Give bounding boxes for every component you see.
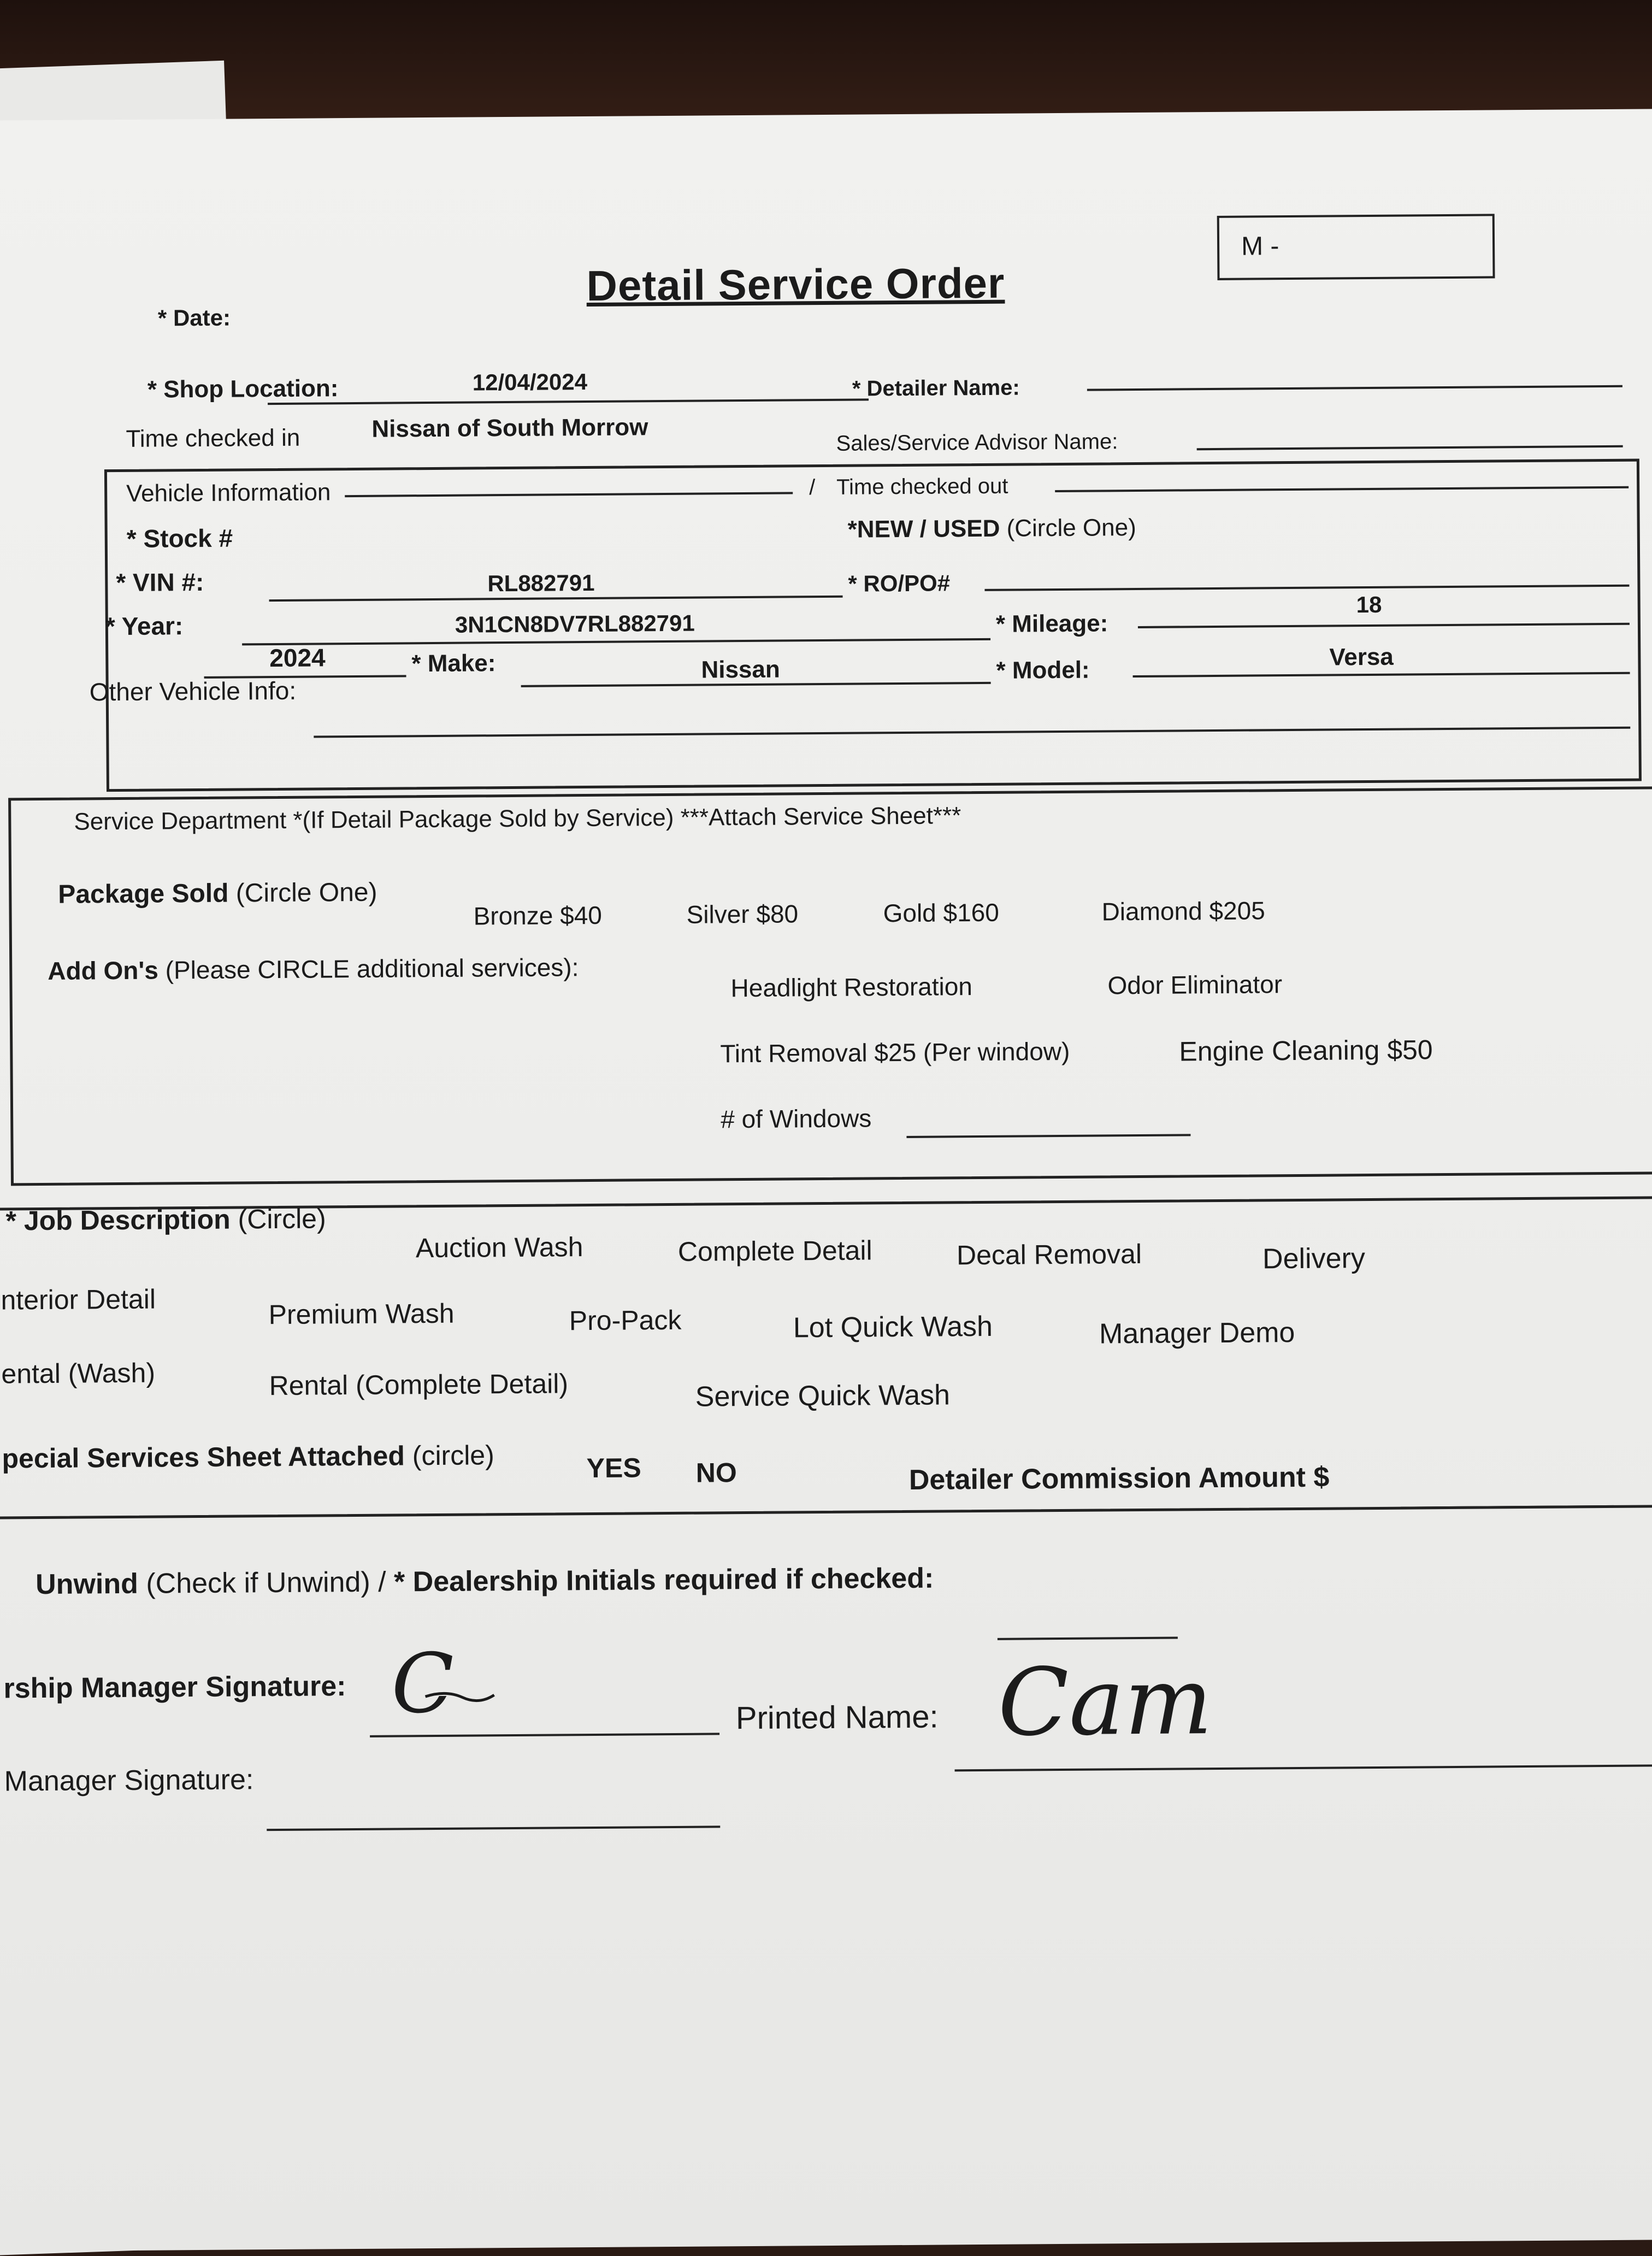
service-dept-heading: Service Department *(If Detail Package Sold by Service) ***Attach Service Sheet*** (74, 802, 961, 835)
printed-name-line[interactable] (955, 1764, 1652, 1771)
shop-location-value: Nissan of South Morrow (371, 414, 648, 443)
package-label: Package Sold (58, 879, 229, 909)
special-services-group (2, 1439, 494, 1474)
commission-label: Detailer Commission Amount $ (908, 1461, 1330, 1496)
addon-option[interactable]: Engine Cleaning $50 (1179, 1034, 1433, 1067)
detail-service-order-form (0, 109, 1652, 2252)
model-value: Versa (1329, 643, 1394, 671)
job-option[interactable]: Decal Removal (956, 1238, 1142, 1271)
package-option[interactable]: Gold $160 (883, 898, 1000, 928)
detailer-name-label: * Detailer Name: (852, 375, 1020, 401)
job-label-group (5, 1203, 326, 1236)
make-label: * Make: (411, 650, 496, 678)
signature-stroke (424, 1685, 495, 1707)
order-prefix: M - (1241, 232, 1279, 261)
job-option[interactable]: Complete Detail (677, 1235, 872, 1267)
job-option[interactable]: Service Quick Wash (695, 1379, 951, 1413)
form-title: Detail Service Order (586, 258, 1005, 310)
ro-po-label: * RO/PO# (848, 570, 951, 597)
other-info-label: Other Vehicle Info: (89, 676, 297, 706)
new-used-hint: (Circle One) (1006, 514, 1136, 542)
addons-hint: (Please CIRCLE additional services): (165, 953, 579, 985)
mileage-label: * Mileage: (995, 610, 1108, 638)
special-yes-option[interactable]: YES (586, 1452, 641, 1484)
addon-option[interactable]: Odor Eliminator (1107, 970, 1283, 1000)
windows-label: # of Windows (721, 1104, 872, 1134)
job-hint: (Circle) (238, 1203, 326, 1235)
package-option[interactable]: Diamond $205 (1101, 896, 1265, 926)
addon-option[interactable]: Tint Removal $25 (Per window) (720, 1036, 1070, 1068)
time-checked-in-label: Time checked in (126, 424, 300, 452)
job-option[interactable]: ental (Wash) (1, 1357, 156, 1389)
package-option[interactable]: Silver $80 (686, 899, 799, 929)
job-option[interactable]: nterior Detail (1, 1283, 156, 1316)
stock-value: RL882791 (487, 569, 595, 597)
make-value: Nissan (701, 656, 780, 684)
year-label: * Year: (105, 611, 184, 641)
manager-signature: C (391, 1636, 455, 1732)
stock-label: * Stock # (126, 523, 233, 553)
new-used-text: *NEW / USED (847, 515, 1000, 543)
initials-line[interactable] (998, 1637, 1178, 1640)
order-number-box[interactable] (1217, 214, 1495, 280)
job-option[interactable]: Premium Wash (268, 1298, 455, 1330)
manager2-sig-line[interactable] (267, 1825, 720, 1831)
addons-label: Add On's (48, 956, 159, 985)
addon-option[interactable]: Headlight Restoration (730, 972, 973, 1003)
printed-name-label: Printed Name: (735, 1699, 939, 1736)
unwind-hint: (Check if Unwind) / (146, 1566, 386, 1600)
special-services-label: pecial Services Sheet Attached (2, 1440, 405, 1474)
manager-sig-line[interactable] (370, 1733, 719, 1737)
date-label: * Date: (157, 304, 231, 331)
special-services-hint: (circle) (412, 1440, 494, 1471)
package-option[interactable]: Bronze $40 (473, 900, 603, 930)
job-label: * Job Description (5, 1204, 231, 1236)
job-option[interactable]: Rental (Complete Detail) (269, 1368, 569, 1401)
initials-label: * Dealership Initials required if checked: (393, 1562, 934, 1598)
vin-label: * VIN #: (116, 567, 204, 597)
job-option[interactable]: Lot Quick Wash (793, 1310, 993, 1344)
manager2-sig-label: Manager Signature: (4, 1764, 254, 1798)
unwind-group (36, 1562, 934, 1601)
date-line (268, 398, 869, 405)
vin-value: 3N1CN8DV7RL882791 (455, 610, 695, 638)
job-option[interactable]: Manager Demo (1099, 1317, 1295, 1350)
package-hint: (Circle One) (235, 877, 377, 908)
detailer-name-line[interactable] (1087, 385, 1622, 391)
special-no-option[interactable]: NO (695, 1457, 737, 1488)
job-option[interactable]: Delivery (1262, 1242, 1366, 1275)
package-label-group (58, 877, 377, 910)
sales-advisor-line[interactable] (1197, 445, 1623, 450)
manager-sig-label: rship Manager Signature: (3, 1670, 346, 1705)
printed-name-value: Cam (997, 1647, 1213, 1757)
addons-label-group (48, 952, 579, 986)
shop-location-label: * Shop Location: (147, 375, 339, 403)
mileage-value: 18 (1356, 591, 1382, 618)
time-slash: / (809, 475, 816, 500)
job-option[interactable]: Auction Wash (415, 1232, 583, 1264)
year-value: 2024 (269, 643, 326, 673)
date-value: 12/04/2024 (472, 369, 588, 396)
vehicle-section-label: Vehicle Information (126, 479, 331, 507)
time-checked-out-label: Time checked out (836, 474, 1008, 499)
new-used-label[interactable] (848, 514, 1136, 544)
job-option[interactable]: Pro-Pack (569, 1304, 682, 1336)
sales-advisor-label: Sales/Service Advisor Name: (836, 429, 1118, 456)
model-label: * Model: (996, 656, 1090, 684)
unwind-label: Unwind (35, 1568, 139, 1601)
